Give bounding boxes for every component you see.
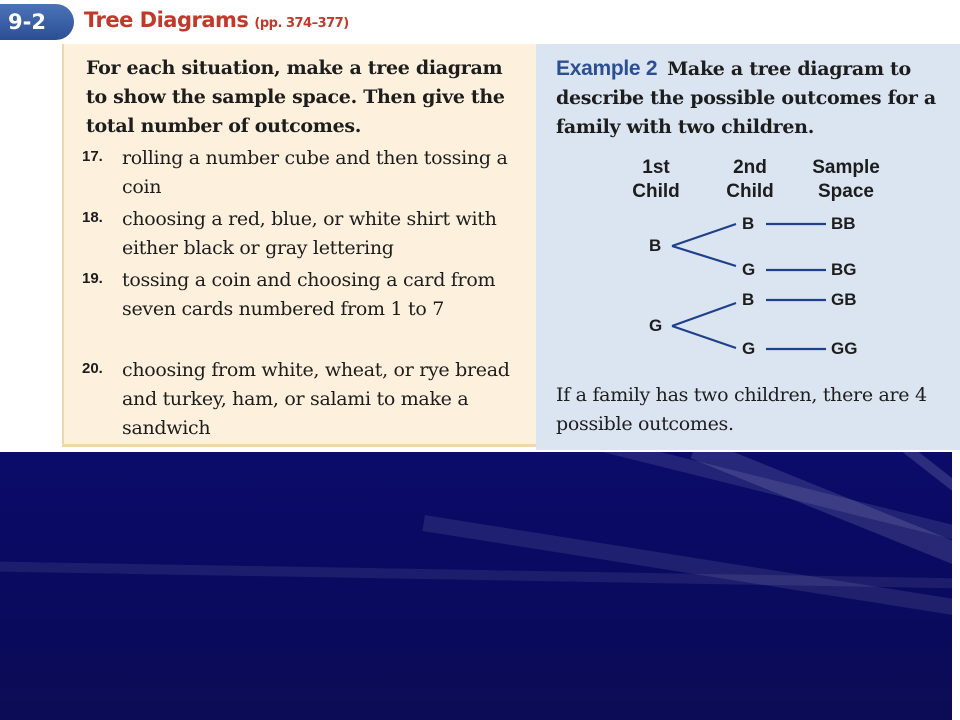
example-panel [536, 44, 960, 450]
tree-outcome: GB [831, 290, 857, 309]
column-header-line: Space [818, 181, 874, 202]
exercise-number: 19. [82, 270, 103, 287]
section-title-text: Tree Diagrams [84, 8, 249, 32]
example-conclusion: If a family has two children, there are 4 possible outcomes. [556, 384, 927, 435]
tree-node-second: G [742, 339, 756, 358]
exercise-text: choosing a red, blue, or white shirt with either black or gray lettering [122, 208, 497, 259]
tree-outcome: BG [831, 260, 857, 279]
tree-node-first: G [649, 316, 663, 335]
column-header-line: 1st [642, 157, 670, 178]
exercise-number: 17. [82, 148, 103, 165]
section-pages: (pp. 374–377) [254, 16, 349, 31]
section-title [84, 8, 349, 32]
tree-outcome: BB [831, 214, 856, 233]
branch-line [672, 326, 736, 348]
branch-line [672, 246, 736, 266]
column-header-line: Child [632, 181, 680, 202]
branch-line [672, 303, 736, 326]
exercises-panel [62, 44, 536, 447]
section-number-tab [0, 4, 74, 40]
tree-outcome: GG [831, 339, 858, 358]
exercise-instructions: For each situation, make a tree diagram to show the sample space. Then give the total number of outcomes. [86, 57, 505, 137]
tree-node-second: B [742, 214, 755, 233]
section-number: 9-2 [8, 10, 46, 34]
column-header-line: Child [726, 181, 774, 202]
branch-line [672, 224, 736, 246]
exercise-number: 20. [82, 360, 103, 377]
slide-background-band [0, 452, 960, 720]
exercise-text: choosing from white, wheat, or rye bread and turkey, ham, or salami to make a sandwich [122, 359, 510, 439]
exercise-text: rolling a number cube and then tossing a coin [122, 147, 508, 198]
column-header-line: Sample [812, 157, 880, 178]
exercise-text: tossing a coin and choosing a card from seven cards numbered from 1 to 7 [122, 269, 496, 320]
example-label: Example 2 [556, 57, 658, 80]
example-prompt: Make a tree diagram to describe the possible outcomes for a family with two children. [556, 58, 936, 138]
slide-edge [952, 452, 960, 720]
exercise-number: 18. [82, 209, 103, 226]
tree-node-second: B [742, 290, 755, 309]
tree-node-first: B [649, 236, 662, 255]
tree-node-second: G [742, 260, 756, 279]
column-header-line: 2nd [733, 157, 767, 178]
